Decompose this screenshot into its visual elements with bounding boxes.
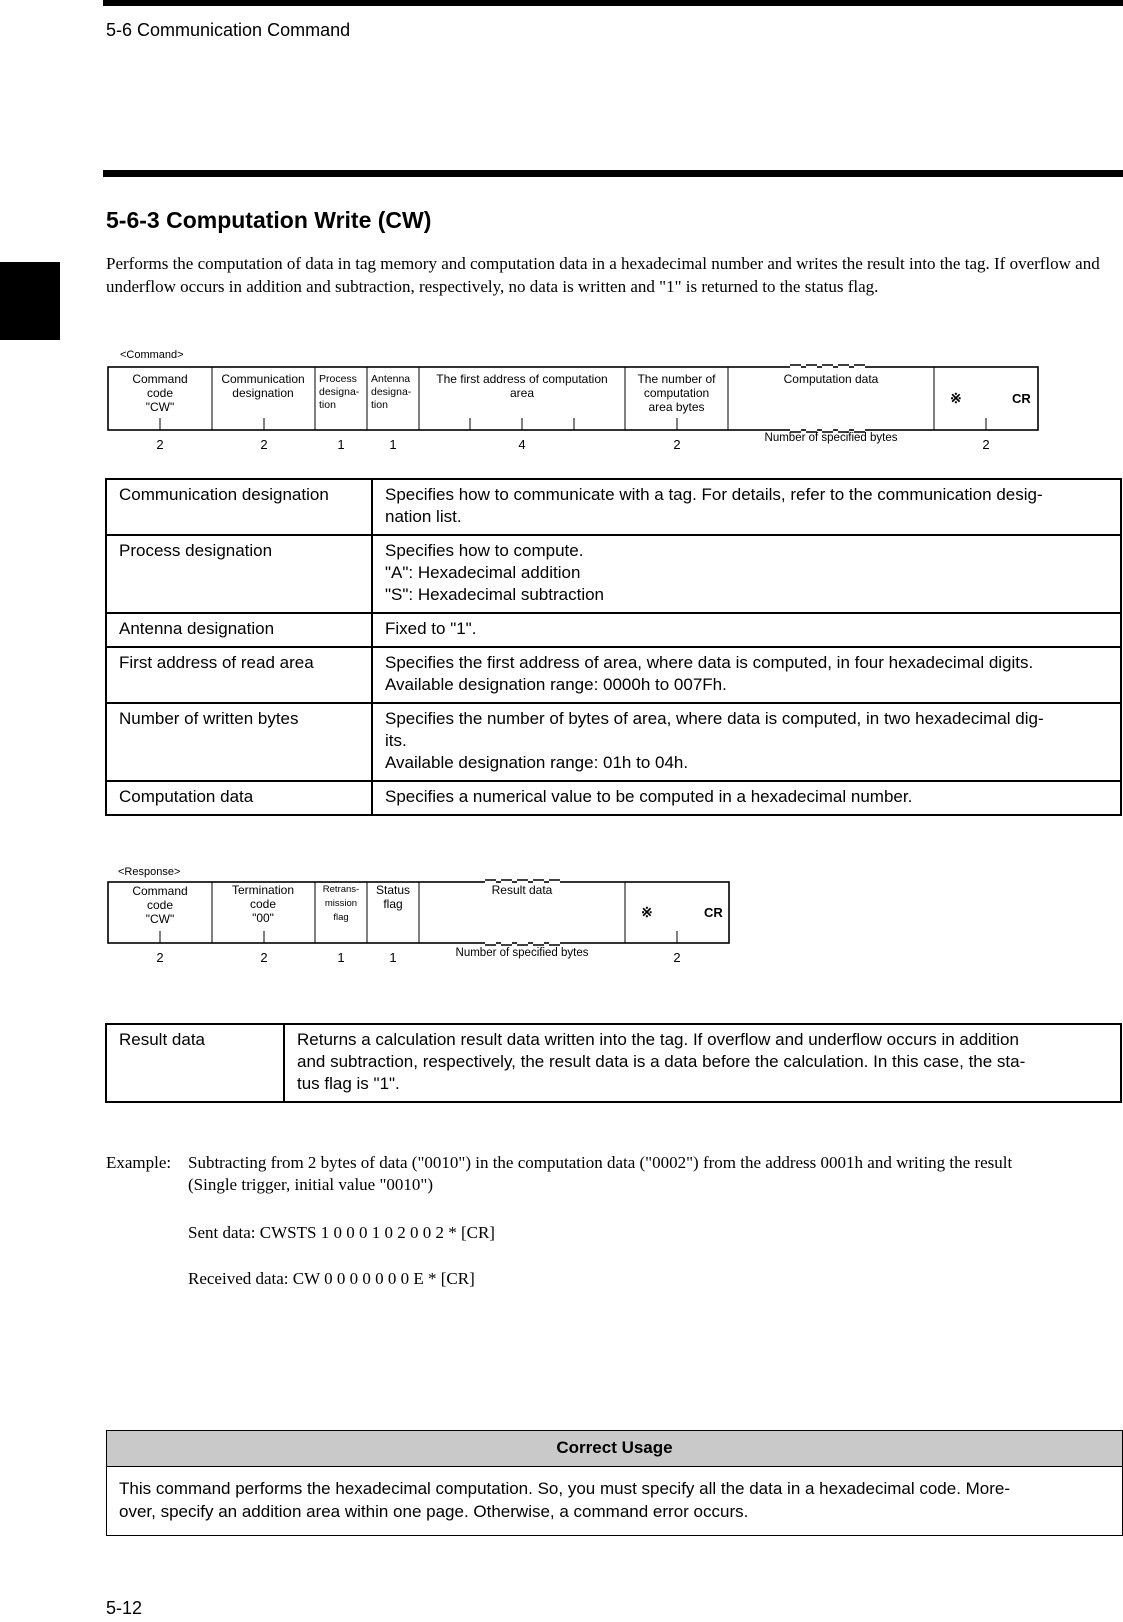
cmd-field-process-designation: Process designa- tion: [319, 373, 360, 411]
param-name: Result data: [106, 1024, 284, 1102]
cmd-field-communication-designation: Communication designation: [221, 372, 305, 400]
param-desc: Specifies a numerical value to be computed in a hexadecimal number.: [372, 781, 1121, 815]
cmd-field-antenna-designation: Antenna designa- tion: [371, 373, 412, 411]
cmd-bytes: 1: [337, 437, 345, 452]
example-description: Subtracting from 2 bytes of data ("0010") in the computation data ("0002") from the address 0001h and writing the result (Single trigger, initial value "0010"): [188, 1153, 1013, 1194]
cmd-field-computation-data: Computation data: [783, 372, 879, 386]
asterisk-icon: ※: [950, 390, 962, 406]
resp-field-cr: CR: [704, 905, 723, 920]
table-row: [106, 479, 1121, 535]
param-name: Process designation: [106, 535, 372, 613]
param-desc: Specifies how to communicate with a tag. For details, refer to the communication desig- nation list.: [372, 479, 1121, 535]
section-intro: Performs the computation of data in tag memory and computation data in a hexadecimal number and writes the result into the tag. If overflow and underflow occurs in addition and subtraction, respectively, no data is written and "1" is returned to the status flag.: [106, 254, 1100, 296]
example-label: Example:: [106, 1153, 172, 1172]
running-header: 5-6 Communication Command: [106, 20, 351, 40]
cmd-bytes: 2: [260, 437, 268, 452]
asterisk-icon: ※: [641, 904, 653, 920]
cmd-field-cr: CR: [1012, 391, 1031, 406]
cmd-field-first-address: The first address of computation area: [436, 372, 608, 400]
response-format-label: <Response>: [118, 866, 181, 878]
resp-field-result-data: Result data: [491, 883, 553, 897]
command-format-label: <Command>: [120, 349, 184, 361]
table-row: [106, 703, 1121, 781]
resp-bytes: 1: [337, 950, 345, 965]
resp-bytes: 1: [389, 950, 397, 965]
section-title: 5-6-3 Computation Write (CW): [106, 207, 432, 233]
cmd-bytes-note: Number of specified bytes: [764, 432, 898, 444]
resp-field-command-code: Command code "CW": [132, 884, 188, 926]
resp-field-retransmission-flag: Retrans- mission flag: [322, 884, 360, 923]
example-received-data: Received data: CW 0 0 0 0 0 0 0 E * [CR]: [188, 1269, 475, 1288]
resp-field-termination-code: Termination code "00": [231, 883, 295, 925]
param-name: First address of read area: [106, 647, 372, 703]
table-row: [106, 781, 1121, 815]
correct-usage-body: This command performs the hexadecimal computation. So, you must specify all the data in a hexadecimal code. More- over, specify an addition area within one page. Otherwise, a command error occurs.: [119, 1479, 1011, 1521]
cmd-bytes: 2: [156, 437, 164, 452]
table-row: [106, 535, 1121, 613]
resp-field-status-flag: Status flag: [375, 883, 411, 911]
cmd-bytes: 2: [982, 437, 990, 452]
response-parameter-table: [105, 1023, 1122, 1103]
resp-bytes: 2: [673, 950, 681, 965]
cmd-bytes: 1: [389, 437, 397, 452]
param-name: Computation data: [106, 781, 372, 815]
param-name: Antenna designation: [106, 613, 372, 647]
param-desc: Returns a calculation result data written into the tag. If overflow and underflow occurs in addition and subtraction, respectively, the result data is a data before the calculation. In this case, the sta- tus flag is "1".: [284, 1024, 1121, 1102]
param-desc: Specifies the number of bytes of area, where data is computed, in two hexadecimal dig- its. Available designation range: 01h to 04h.: [372, 703, 1121, 781]
param-name: Communication designation: [106, 479, 372, 535]
cmd-bytes: 2: [673, 437, 681, 452]
table-row: [106, 1024, 1121, 1102]
resp-bytes-note: Number of specified bytes: [455, 947, 589, 959]
resp-bytes: 2: [156, 950, 164, 965]
param-desc: Fixed to "1".: [372, 613, 1121, 647]
page-number: 5-12: [106, 1598, 143, 1618]
correct-usage-title: Correct Usage: [107, 1431, 1122, 1467]
correct-usage-box: [106, 1430, 1123, 1536]
example-sent-data: Sent data: CWSTS 1 0 0 0 1 0 2 0 0 2 * [CR]: [188, 1223, 495, 1242]
cmd-field-command-code: Command code "CW": [132, 372, 188, 414]
param-name: Number of written bytes: [106, 703, 372, 781]
table-row: [106, 647, 1121, 703]
param-desc: Specifies the first address of area, where data is computed, in four hexadecimal digits. Available designation range: 0000h to 007Fh.: [372, 647, 1121, 703]
command-parameter-table: [105, 478, 1122, 816]
cmd-bytes: 4: [518, 437, 526, 452]
param-desc: Specifies how to compute. "A": Hexadecimal addition "S": Hexadecimal subtraction: [372, 535, 1121, 613]
resp-bytes: 2: [260, 950, 268, 965]
table-row: [106, 613, 1121, 647]
cmd-field-number-of-bytes: The number of computation area bytes: [637, 372, 716, 414]
